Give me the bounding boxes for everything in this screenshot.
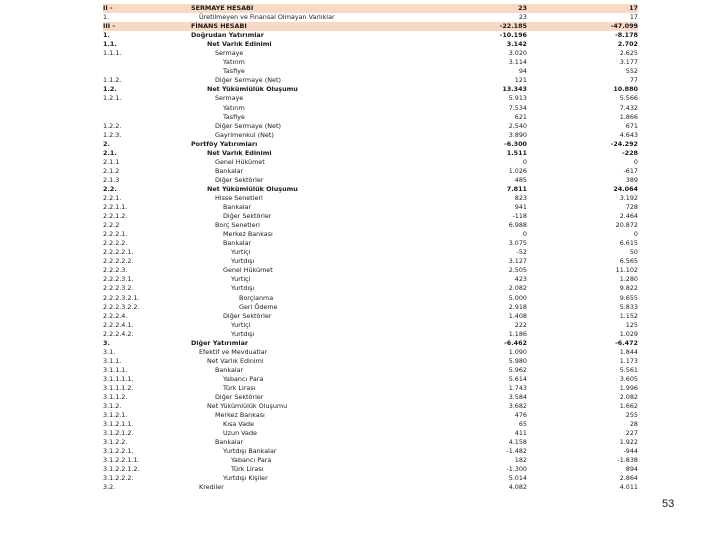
row-code: 3.2. [103,483,116,492]
row-value-col2: -1.838 [617,456,638,465]
row-code: 2.2.2.3.2. [103,284,134,293]
row-code: 3.1.2.2.1.2. [103,465,140,474]
table-row [103,203,638,212]
row-code: 2.2.2.3.1. [103,275,134,284]
row-value-col2: 50 [629,248,638,257]
row-value-col2: 552 [625,67,638,76]
row-value-col2: 227 [625,429,638,438]
row-value-col1: 1.186 [508,329,527,338]
row-code: 3.1.1.1.1. [103,374,134,383]
table-row [103,294,638,303]
row-value-col1: 3.890 [508,130,527,139]
row-value-col2: 77 [629,76,638,85]
row-label: Tasfiye [223,112,245,121]
table-row [103,303,638,312]
row-label: Yurtdışı [231,257,255,266]
table-row [103,456,638,465]
table-row [103,67,638,76]
balance-of-payments-table [103,4,638,493]
table-row [103,474,638,483]
row-value-col1: 2.082 [508,284,527,293]
row-code: 2.1.1 [103,157,120,166]
row-value-col2: 3.605 [619,374,638,383]
row-value-col1: 5.614 [508,374,527,383]
table-row [103,176,638,185]
row-value-col2: 1.029 [619,329,638,338]
row-label: Yurtdışı Kişiler [223,474,268,483]
row-label: Diğer Sektörler [215,175,264,184]
row-value-col1: 423 [514,275,527,284]
row-code: 2.2.2.2. [103,239,128,248]
row-value-col2: 1.173 [619,356,638,365]
table-row [103,248,638,257]
row-value-col1: -118 [512,212,527,221]
row-label: Net Varlık Edinimi [207,148,272,157]
row-value-col2: 2.464 [619,212,638,221]
row-code: 1. [103,13,110,22]
table-row [103,49,638,58]
table-row [103,212,638,221]
table-row [103,429,638,438]
row-code: 3.1.1.1. [103,365,128,374]
row-value-col1: 13.343 [502,85,527,94]
row-label: Bankalar [223,239,252,248]
row-label: FİNANS HESABI [191,22,247,31]
row-value-col1: 7.811 [506,184,527,193]
row-value-col2: 11.102 [615,266,638,275]
table-row [103,239,638,248]
row-label: Türk Lirası [223,383,256,392]
table-row [103,275,638,284]
row-value-col2: 4.643 [619,130,638,139]
table-row [103,85,638,94]
row-value-col1: 7.534 [508,103,527,112]
row-label: Net Varlık Edinimi [207,356,264,365]
row-value-col1: 23 [518,4,527,12]
row-label: Yabancı Para [231,456,272,465]
row-code: 3.1.2.2.1. [103,447,134,456]
row-code: 2.2. [103,184,117,193]
table-row [103,185,638,194]
row-code: II - [103,4,113,12]
row-code: 2.2.2.1. [103,230,128,239]
row-label: Yurtdışı [231,284,255,293]
row-value-col1: -1.300 [506,465,527,474]
row-value-col2: 2.702 [617,40,638,49]
row-label: Efektif ve Mevduatlar [199,347,268,356]
row-label: Sermaye [215,49,244,58]
row-value-col2: 389 [625,175,638,184]
row-value-col2: 1.922 [619,438,638,447]
row-value-col1: 3.020 [508,49,527,58]
row-code: 1.1.2. [103,76,122,85]
row-code: 3.1.2.1. [103,411,128,420]
row-value-col2: 9.655 [619,293,638,302]
row-label: Portföy Yatırımları [191,139,258,148]
row-value-col2: 28 [629,420,638,429]
row-value-col1: 2.505 [508,266,527,275]
row-code: 1.1. [103,40,117,49]
table-row [103,420,638,429]
row-value-col2: 728 [625,203,638,212]
row-label: Yabancı Para [223,374,264,383]
row-value-col1: 4.082 [508,483,527,492]
row-value-col1: 121 [514,76,527,85]
row-code: 2.2.1.1. [103,203,128,212]
table-row [103,366,638,375]
row-code: 3.1.1.2. [103,393,128,402]
row-label: Bankalar [223,203,252,212]
row-label: Diğer Sermaye (Net) [215,76,281,85]
table-row [103,140,638,149]
row-value-col2: 4.011 [619,483,638,492]
row-value-col2: -8.178 [615,31,638,40]
row-value-col2: -228 [622,148,638,157]
row-value-col2: 5.566 [619,94,638,103]
row-label: Net Yükümlülük Oluşumu [207,85,298,94]
row-value-col1: 3.114 [508,58,527,67]
row-label: Borçlanma [239,293,274,302]
row-code: 3.1.2.1.2. [103,429,134,438]
table-row [103,104,638,113]
row-value-col1: 3.584 [508,393,527,402]
row-value-col1: -6.300 [504,139,527,148]
row-label: Diğer Sektörler [215,393,264,402]
table-row [103,438,638,447]
row-code: 3.1.2.2.1.1. [103,456,140,465]
table-row [103,4,638,13]
row-label: Geri Ödeme [239,302,278,311]
row-label: Yatırım [223,103,245,112]
row-value-col1: 5.980 [508,356,527,365]
row-value-col1: 4.158 [508,438,527,447]
row-value-col2: 0 [633,157,638,166]
row-value-col2: 1.280 [619,275,638,284]
row-value-col1: 1.408 [508,311,527,320]
table-row [103,122,638,131]
row-code: 3. [103,338,110,347]
row-value-col1: 94 [518,67,527,76]
row-value-col1: 6.988 [508,221,527,230]
row-value-col2: -944 [623,447,638,456]
row-label: Yatırım [223,58,245,67]
row-value-col2: -24.292 [610,139,638,148]
row-label: Bankalar [215,166,244,175]
row-label: Yurtiçi [231,320,251,329]
row-value-col2: -47.099 [610,22,638,31]
row-value-col1: 222 [514,320,527,329]
table-row [103,58,638,67]
row-value-col2: 17 [629,4,638,12]
row-label: Yurtiçi [231,248,251,257]
row-value-col1: 5.000 [508,293,527,302]
row-code: 3.1.2. [103,402,122,411]
table-row [103,22,638,31]
row-value-col1: 3.142 [506,40,527,49]
table-row [103,321,638,330]
row-label: Tasfiye [223,67,245,76]
row-code: 2.2.2.2.1. [103,248,134,257]
row-value-col1: 823 [514,193,527,202]
row-code: 3.1.1.1.2. [103,383,134,392]
row-label: Yurtdışı [231,329,255,338]
row-code: 3.1.2.2.2. [103,474,134,483]
row-code: 2.1.2 [103,166,120,175]
row-value-col1: 0 [522,230,527,239]
table-row [103,411,638,420]
row-code: 2.2.2.3. [103,266,128,275]
row-label: Merkez Bankası [223,230,273,239]
row-label: Krediler [199,483,224,492]
row-value-col1: -1.482 [506,447,527,456]
table-row [103,149,638,158]
table-row [103,31,638,40]
row-code: 3.1. [103,347,116,356]
row-code: 1.2.2. [103,121,122,130]
row-value-col2: 2.625 [619,49,638,58]
row-label: Kısa Vade [223,420,255,429]
table-row [103,167,638,176]
row-value-col1: -6.462 [504,338,527,347]
row-value-col2: 6.565 [619,257,638,266]
row-code: 2.1.3 [103,175,120,184]
row-label: Türk Lirası [231,465,264,474]
row-code: 1. [103,31,110,40]
row-value-col1: 23 [518,13,527,22]
row-value-col1: 2.918 [508,302,527,311]
row-value-col2: 3.177 [619,58,638,67]
row-value-col2: 1.662 [619,402,638,411]
row-code: 3.1.2.2. [103,438,128,447]
row-code: 3.1.1. [103,356,122,365]
row-value-col1: 485 [514,175,527,184]
row-value-col1: 3.127 [508,257,527,266]
row-value-col2: 1.866 [619,112,638,121]
row-label: Doğrudan Yatırımlar [191,31,264,40]
table-row [103,194,638,203]
table-row [103,158,638,167]
row-value-col1: 5.962 [508,365,527,374]
row-value-col2: 20.872 [615,221,638,230]
row-value-col2: 5.833 [619,302,638,311]
row-label: Bankalar [215,365,244,374]
table-row [103,330,638,339]
row-value-col2: 671 [625,121,638,130]
row-code: 2.2.2.3.2.1. [103,293,140,302]
row-value-col2: 2.864 [619,474,638,483]
row-value-col1: 621 [514,112,527,121]
row-value-col2: 2.082 [619,393,638,402]
row-value-col2: -617 [623,166,638,175]
row-label: Bankalar [215,438,244,447]
table-row [103,384,638,393]
row-label: Hisse Senetleri [215,193,263,202]
row-value-col2: 1.844 [619,347,638,356]
table-row [103,312,638,321]
row-value-col1: 0 [522,157,527,166]
row-code: 3.1.2.1.1. [103,420,134,429]
row-code: 1.1.1. [103,49,122,58]
table-row [103,131,638,140]
row-code: 2.1. [103,148,117,157]
row-label: Diğer Yatırımlar [191,338,249,347]
row-value-col2: 3.192 [619,193,638,202]
row-value-col1: 476 [514,411,527,420]
table-row [103,221,638,230]
row-label: SERMAYE HESABI [191,4,254,12]
table-row [103,465,638,474]
row-code: 2.2.2.4. [103,311,128,320]
row-label: Yurtdışı Bankalar [223,447,277,456]
row-value-col1: 411 [514,429,527,438]
table-row [103,348,638,357]
table-row [103,375,638,384]
row-value-col1: 1.511 [506,148,527,157]
row-value-col1: 182 [514,456,527,465]
row-label: Genel Hükümet [223,266,273,275]
row-code: III - [103,22,116,31]
row-value-col1: 5.913 [508,94,527,103]
row-value-col1: 1.090 [508,347,527,356]
row-code: 2. [103,139,110,148]
row-code: 1.2. [103,85,117,94]
row-code: 2.2.2.4.2. [103,329,134,338]
row-value-col1: 2.540 [508,121,527,130]
row-value-col2: 7.432 [619,103,638,112]
row-value-col1: -22.185 [499,22,527,31]
row-label: Merkez Bankası [215,411,265,420]
row-value-col1: 65 [518,420,527,429]
table-row [103,230,638,239]
row-value-col2: 1.996 [619,383,638,392]
row-label: Diğer Sektörler [223,212,272,221]
row-label: Uzun Vade [223,429,257,438]
row-value-col2: 17 [629,13,638,22]
table-row [103,257,638,266]
row-value-col2: 24.064 [613,184,638,193]
row-value-col2: 6.615 [619,239,638,248]
table-row [103,357,638,366]
row-code: 2.2.1. [103,193,122,202]
table-row [103,483,638,492]
table-row [103,402,638,411]
page-number: 53 [662,498,675,510]
table-row [103,266,638,275]
row-label: Diğer Sermaye (Net) [215,121,281,130]
table-row [103,76,638,85]
table-row [103,94,638,103]
row-label: Gayrimenkul (Net) [215,130,274,139]
row-value-col2: 5.561 [619,365,638,374]
row-value-col2: 0 [633,230,638,239]
row-label: Borç Senetleri [215,221,260,230]
row-value-col1: 5.014 [508,474,527,483]
row-label: Net Varlık Edinimi [207,40,272,49]
row-value-col1: -10.196 [499,31,527,40]
row-value-col2: 9.822 [619,284,638,293]
table-row [103,393,638,402]
table-row [103,13,638,22]
row-code: 2.2.1.2. [103,212,128,221]
table-row [103,339,638,348]
row-code: 2.2.2.3.2.2. [103,302,140,311]
row-value-col2: 1.152 [619,311,638,320]
row-value-col1: 1.743 [508,383,527,392]
row-value-col1: 3.075 [508,239,527,248]
row-value-col2: -6.472 [615,338,638,347]
row-value-col1: -52 [516,248,527,257]
row-code: 2.2.2.2.2. [103,257,134,266]
row-value-col1: 1.026 [508,166,527,175]
row-label: Genel Hükümet [215,157,265,166]
row-label: Net Yükümlülük Oluşumu [207,184,298,193]
table-row [103,40,638,49]
table-row [103,447,638,456]
row-value-col1: 3.682 [508,402,527,411]
row-value-col2: 125 [625,320,638,329]
row-code: 2.2.2.4.1. [103,320,134,329]
row-label: Net Yükümlülük Oluşumu [207,402,288,411]
row-value-col1: 941 [514,203,527,212]
table-row [103,113,638,122]
row-label: Diğer Sektörler [223,311,272,320]
row-code: 1.2.1. [103,94,122,103]
row-label: Üretilmeyen ve Finansal Olmayan Varlıklar [199,13,335,22]
table-row [103,284,638,293]
row-value-col2: 894 [625,465,638,474]
row-label: Sermaye [215,94,244,103]
row-code: 2.2.2 [103,221,120,230]
row-label: Yurtiçi [231,275,251,284]
row-value-col2: 10.880 [613,85,638,94]
row-code: 1.2.3. [103,130,122,139]
row-value-col2: 255 [625,411,638,420]
